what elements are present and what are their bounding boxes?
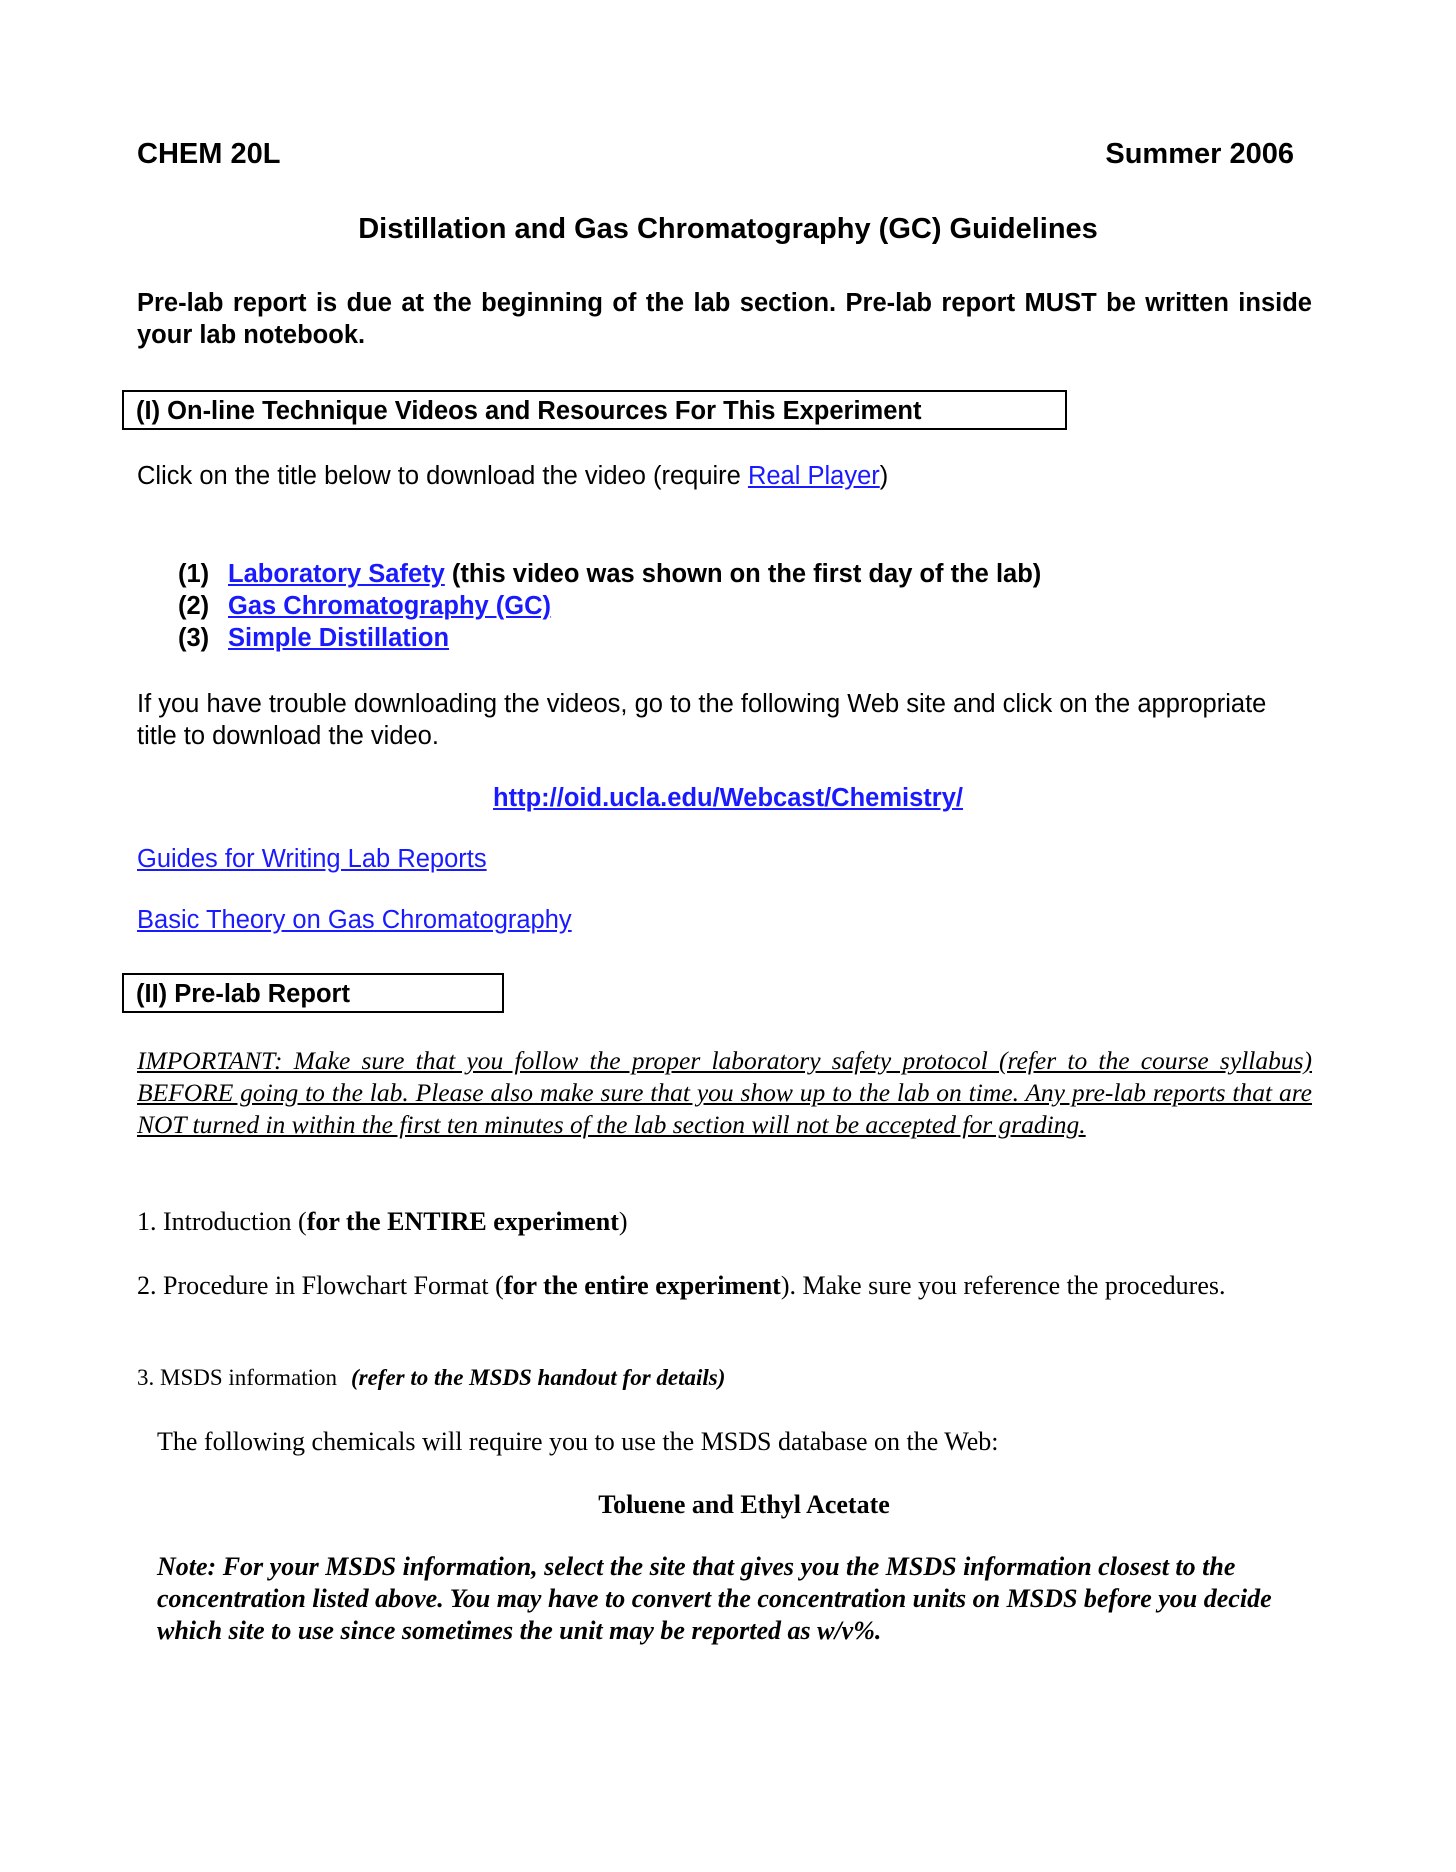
section-2-heading (122, 973, 504, 1013)
prelab-item-msds (137, 1365, 725, 1391)
item-1-prefix: 1. Introduction ( (137, 1207, 307, 1236)
item-1-emphasis: for the ENTIRE experiment (306, 1207, 619, 1236)
prelab-item-introduction (137, 1207, 628, 1237)
download-instructions-suffix: ) (879, 462, 889, 490)
video-number: (1) (178, 560, 210, 588)
page-title: Distillation and Gas Chromatography (GC) Guidelines (358, 213, 1098, 245)
section-1-heading (122, 390, 1067, 430)
section-1-heading-text: (I) On-line Technique Videos and Resources For This Experiment (136, 397, 922, 425)
video-number: (3) (178, 624, 210, 652)
item-3-label: 3. MSDS information (137, 1365, 337, 1390)
download-instructions (137, 462, 888, 491)
simple-distillation-video-link[interactable]: Simple Distillation (228, 624, 450, 652)
prelab-item-procedure (137, 1270, 1237, 1302)
video-number: (2) (178, 592, 210, 620)
item-1-suffix: ) (618, 1207, 628, 1236)
term: Summer 2006 (1105, 138, 1294, 170)
guides-writing-lab-reports-link[interactable]: Guides for Writing Lab Reports (137, 845, 487, 873)
webcast-url-container (0, 784, 1456, 813)
item-2-emphasis: for the entire experiment (503, 1271, 781, 1300)
basic-theory-gc-link[interactable]: Basic Theory on Gas Chromatography (137, 906, 572, 934)
video-list (178, 558, 1041, 654)
item-2-suffix: ). Make sure you reference the procedures. (780, 1271, 1226, 1300)
important-note: IMPORTANT: Make sure that you follow the proper laboratory safety protocol (refer to the course syllabus) BEFORE going to the lab. Please also make sure that you show up to the lab on time. Any pre-lab reports that are NOT turned in within the first ten minutes of the lab section will not be accepted for grading. (137, 1046, 1312, 1139)
item-2-prefix: 2. Procedure in Flowchart Format ( (137, 1271, 504, 1300)
section-2-heading-text: (II) Pre-lab Report (136, 980, 350, 1008)
guides-link-container (137, 845, 487, 874)
gas-chromatography-video-link[interactable]: Gas Chromatography (GC) (228, 592, 552, 620)
msds-note: Note: For your MSDS information, select the site that gives you the MSDS information closest to the concentration listed above. You may have to convert the concentration units on MSDS before you decide which site to use since sometimes the unit may be reported as w/v%. (157, 1552, 1272, 1645)
course-code: CHEM 20L (137, 138, 281, 170)
video-note: (this video was shown on the first day of the lab) (444, 560, 1042, 588)
chemicals-names: Toluene and Ethyl Acetate (598, 1490, 890, 1519)
download-instructions-prefix: Click on the title below to download the video (require (137, 462, 748, 490)
video-item-gas-chromatography (178, 590, 1041, 622)
item-3-reference: (refer to the MSDS handout for details) (350, 1365, 726, 1390)
video-item-simple-distillation (178, 622, 1041, 654)
video-item-laboratory-safety (178, 558, 1041, 590)
trouble-downloading-text: If you have trouble downloading the videos, go to the following Web site and click on the appropriate title to download the video. (137, 690, 1267, 750)
theory-link-container (137, 906, 572, 935)
chemicals-intro: The following chemicals will require you to use the MSDS database on the Web: (157, 1427, 999, 1456)
prelab-due-notice: Pre-lab report is due at the beginning of the lab section. Pre-lab report MUST be written inside your lab notebook. (137, 289, 1312, 349)
laboratory-safety-video-link[interactable]: Laboratory Safety (228, 560, 445, 588)
webcast-url-link[interactable]: http://oid.ucla.edu/Webcast/Chemistry/ (493, 784, 963, 812)
real-player-link[interactable]: Real Player (747, 462, 880, 490)
